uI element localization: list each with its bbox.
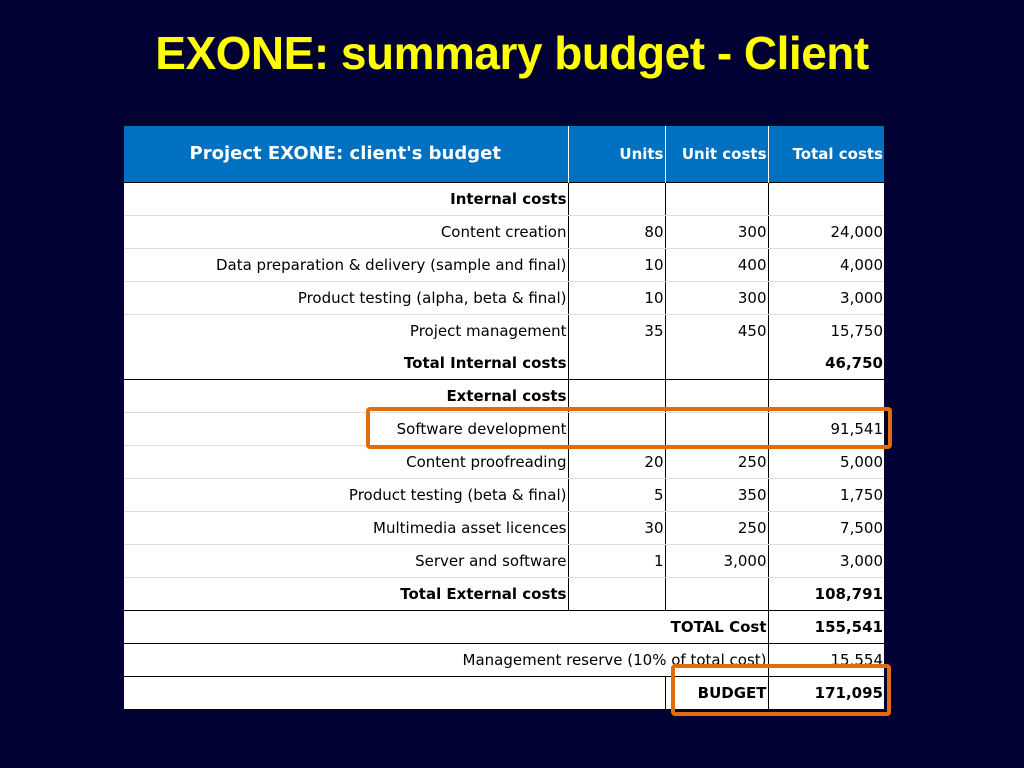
row-unit-cost: 350	[665, 479, 768, 512]
row-label: Project management	[409, 322, 567, 340]
table-row	[124, 545, 884, 578]
management-reserve-label: Management reserve (10% of total cost)	[124, 644, 768, 677]
row-unit-cost: 450	[665, 315, 768, 348]
row-total: 5,000	[768, 446, 884, 479]
row-unit-cost: 300	[665, 216, 768, 249]
row-label: Server and software	[124, 545, 568, 578]
empty-cell	[568, 578, 665, 611]
empty-cell	[124, 677, 665, 710]
table-row	[124, 282, 884, 315]
table-row	[124, 315, 884, 348]
internal-total-label: Total Internal costs	[124, 347, 568, 380]
empty-cell	[568, 183, 665, 216]
total-cost-value: 155,541	[768, 611, 884, 644]
table-row	[124, 446, 884, 479]
row-label: Content creation	[124, 216, 568, 249]
table-title: Project EXONE: client's budget	[124, 126, 568, 183]
external-total-row	[124, 578, 884, 611]
row-units: 1	[568, 545, 665, 578]
row-units: 10	[568, 249, 665, 282]
row-unit-cost: 250	[665, 446, 768, 479]
row-units: 35	[568, 315, 665, 348]
internal-costs-heading: Internal costs	[124, 183, 568, 216]
budget-label: BUDGET	[665, 677, 768, 710]
empty-cell	[665, 347, 768, 380]
table-row	[124, 479, 884, 512]
internal-total-row	[124, 347, 884, 380]
row-total: 91,541	[768, 413, 884, 446]
total-cost-label: TOTAL Cost	[124, 611, 768, 644]
empty-cell	[768, 183, 884, 216]
empty-cell	[665, 578, 768, 611]
units-header: Units	[568, 126, 665, 183]
empty-cell	[568, 347, 665, 380]
row-label: Product testing (beta & final)	[124, 479, 568, 512]
row-total: 3,000	[768, 545, 884, 578]
row-total: 4,000	[768, 249, 884, 282]
budget-value: 171,095	[768, 677, 884, 710]
software-development-highlight	[366, 407, 892, 449]
row-units: 20	[568, 446, 665, 479]
management-reserve-value: 15,554	[768, 644, 884, 677]
row-unit-cost: 250	[665, 512, 768, 545]
row-units: 80	[568, 216, 665, 249]
row-units: 30	[568, 512, 665, 545]
row-total: 1,750	[768, 479, 884, 512]
external-costs-heading: External costs	[124, 380, 568, 413]
row-total: 3,000	[768, 282, 884, 315]
row-unit-cost: 400	[665, 249, 768, 282]
row-units: 5	[568, 479, 665, 512]
total-cost-row	[124, 611, 884, 644]
unit-costs-header: Unit costs	[665, 126, 768, 183]
internal-costs-heading-row	[124, 183, 884, 216]
empty-cell	[665, 183, 768, 216]
row-unit-cost: 3,000	[665, 545, 768, 578]
row-unit-cost: 300	[665, 282, 768, 315]
row-total: 7,500	[768, 512, 884, 545]
table-header-row	[124, 126, 884, 183]
row-total: 24,000	[768, 216, 884, 249]
external-total-value: 108,791	[768, 578, 884, 611]
row-label: Data preparation & delivery (sample and final)	[124, 249, 568, 282]
internal-total-value: 46,750	[768, 347, 884, 380]
row-total: 15,750	[768, 315, 884, 348]
table-row	[124, 216, 884, 249]
table-row	[124, 512, 884, 545]
row-label: Content proofreading	[124, 446, 568, 479]
budget-highlight	[671, 664, 891, 716]
row-units: 10	[568, 282, 665, 315]
total-costs-header: Total costs	[768, 126, 884, 183]
row-label: Multimedia asset licences	[124, 512, 568, 545]
table-row	[124, 249, 884, 282]
slide-title: EXONE: summary budget - Client	[155, 27, 869, 79]
row-label: Software development	[124, 413, 568, 446]
row-label: Product testing (alpha, beta & final)	[124, 282, 568, 315]
external-total-label: Total External costs	[124, 578, 568, 611]
